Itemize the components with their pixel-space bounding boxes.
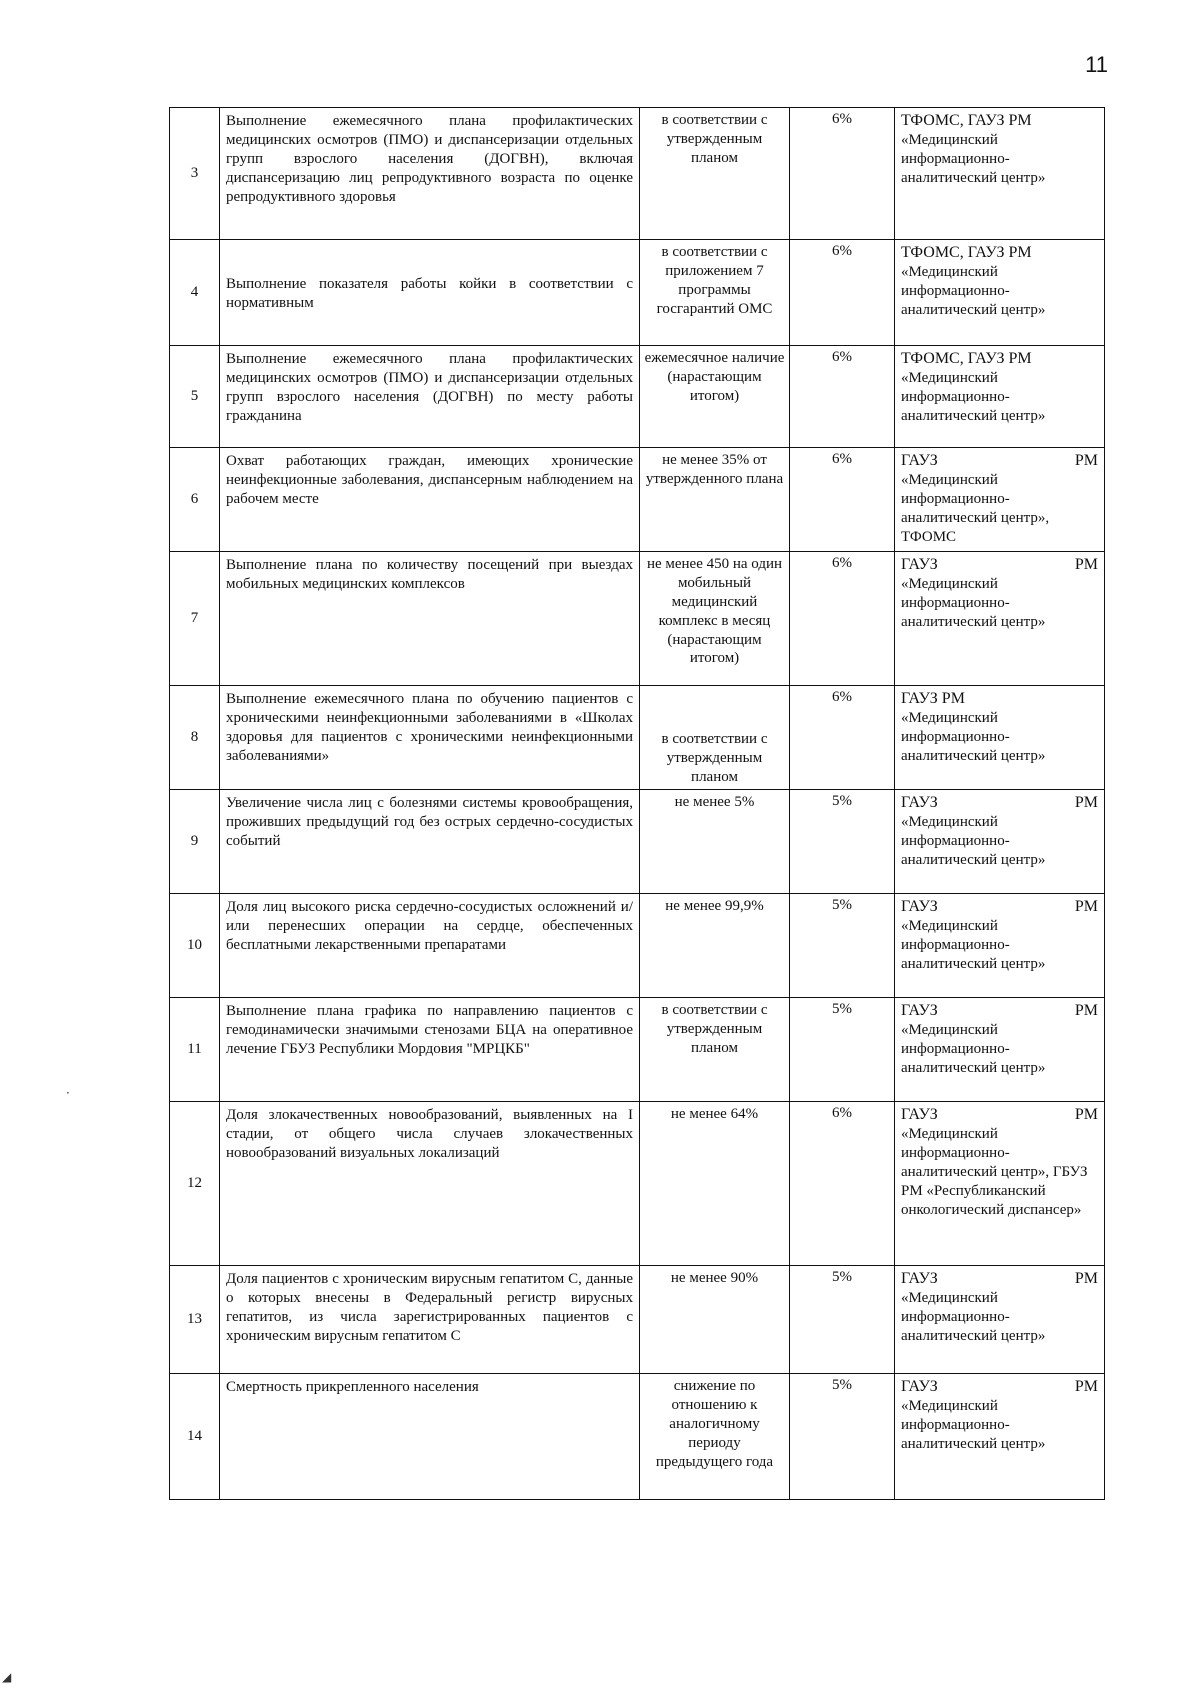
responsible-first-right: РМ	[1074, 1002, 1098, 1019]
row-number: 7	[170, 552, 220, 686]
indicator-weight: 6%	[790, 240, 895, 346]
indicator-norm: в соответствии с приложением 7 программы госгарантий ОМС	[640, 240, 790, 346]
table-row	[170, 1374, 1105, 1500]
table-row	[170, 1266, 1105, 1374]
indicator-weight: 5%	[790, 1374, 895, 1500]
responsible-rest: «Медицинский информационно-аналитический центр»	[901, 264, 1046, 318]
responsible-first-right: РМ	[1074, 898, 1098, 915]
row-number: 13	[170, 1266, 220, 1374]
responsible-first-line	[901, 689, 1098, 709]
responsible-organization	[895, 998, 1105, 1102]
indicator-norm: не менее 5%	[640, 790, 790, 894]
indicator-description: Выполнение ежемесячного плана профилактических медицинских осмотров (ПМО) и диспансеризации отдельных групп взрослого населения (ДОГВН) по месту работы гражданина	[220, 346, 640, 448]
indicator-weight: 5%	[790, 998, 895, 1102]
responsible-first-left: ГАУЗ	[901, 556, 938, 573]
row-number: 5	[170, 346, 220, 448]
responsible-first-left: ГАУЗ	[901, 1378, 938, 1395]
indicator-description: Выполнение показателя работы койки в соответствии с нормативным	[220, 240, 640, 346]
row-number: 11	[170, 998, 220, 1102]
indicator-norm: не менее 64%	[640, 1102, 790, 1266]
responsible-rest: «Медицинский информационно-аналитический центр»	[901, 710, 1046, 764]
responsible-organization	[895, 686, 1105, 790]
responsible-first-right: РМ	[1074, 452, 1098, 469]
indicator-norm: не менее 99,9%	[640, 894, 790, 998]
responsible-rest: «Медицинский информационно-аналитический центр»	[901, 918, 1046, 972]
responsible-first-left: ГАУЗ	[901, 1106, 938, 1123]
responsible-first-right: РМ	[1074, 794, 1098, 811]
row-number: 14	[170, 1374, 220, 1500]
responsible-organization	[895, 346, 1105, 448]
indicator-norm: в соответствии с утвержденным планом	[640, 108, 790, 240]
indicator-weight: 5%	[790, 790, 895, 894]
responsible-rest: «Медицинский информационно-аналитический центр»	[901, 1398, 1046, 1452]
row-number: 4	[170, 240, 220, 346]
responsible-rest: «Медицинский информационно-аналитический центр»	[901, 814, 1046, 868]
row-number: 12	[170, 1102, 220, 1266]
table-row	[170, 1102, 1105, 1266]
table-row	[170, 998, 1105, 1102]
responsible-rest: «Медицинский информационно-аналитический центр», ГБУЗ РМ «Республиканский онкологический диспансер»	[901, 1126, 1088, 1218]
responsible-first-left: ТФОМС, ГАУЗ РМ	[901, 112, 1032, 129]
responsible-organization	[895, 1266, 1105, 1374]
responsible-first-line	[901, 793, 1098, 813]
responsible-rest: «Медицинский информационно-аналитический центр»	[901, 1022, 1046, 1076]
indicator-description: Охват работающих граждан, имеющих хронические неинфекционные заболевания, диспансерным наблюдением на рабочем месте	[220, 448, 640, 552]
indicator-description: Доля лиц высокого риска сердечно-сосудистых осложнений и/или перенесших операции на сердце, обеспеченных бесплатными лекарственными препаратами	[220, 894, 640, 998]
responsible-first-line	[901, 349, 1098, 369]
responsible-rest: «Медицинский информационно-аналитический центр»	[901, 576, 1046, 630]
responsible-organization	[895, 552, 1105, 686]
indicator-weight: 6%	[790, 108, 895, 240]
table-row	[170, 240, 1105, 346]
row-number: 3	[170, 108, 220, 240]
indicator-description: Выполнение ежемесячного плана по обучению пациентов с хроническими неинфекционными заболеваниями в «Школах здоровья для пациентов с хроническими неинфекционными заболеваниями»	[220, 686, 640, 790]
responsible-organization	[895, 108, 1105, 240]
indicator-weight: 6%	[790, 552, 895, 686]
responsible-organization	[895, 448, 1105, 552]
responsible-first-left: ГАУЗ	[901, 452, 938, 469]
responsible-rest: «Медицинский информационно-аналитический центр»	[901, 1290, 1046, 1344]
indicator-norm: не менее 35% от утвержденного плана	[640, 448, 790, 552]
page-number: 11	[1085, 52, 1108, 77]
responsible-first-left: ТФОМС, ГАУЗ РМ	[901, 350, 1032, 367]
indicators-table	[169, 107, 1104, 1500]
responsible-organization	[895, 894, 1105, 998]
indicator-norm: в соответствии с утвержденным планом	[640, 686, 790, 790]
indicator-norm: не менее 90%	[640, 1266, 790, 1374]
responsible-first-line	[901, 451, 1098, 471]
row-number: 9	[170, 790, 220, 894]
responsible-first-right: РМ	[1074, 1378, 1098, 1395]
indicator-weight: 5%	[790, 1266, 895, 1374]
responsible-organization	[895, 240, 1105, 346]
indicator-weight: 5%	[790, 894, 895, 998]
responsible-first-line	[901, 897, 1098, 917]
indicator-norm: снижение по отношению к аналогичному периоду предыдущего года	[640, 1374, 790, 1500]
table-row	[170, 790, 1105, 894]
table-row	[170, 346, 1105, 448]
table-row	[170, 448, 1105, 552]
responsible-first-line	[901, 243, 1098, 263]
responsible-first-line	[901, 1105, 1098, 1125]
responsible-first-line	[901, 1269, 1098, 1289]
responsible-first-right: РМ	[1074, 1106, 1098, 1123]
responsible-first-line	[901, 111, 1098, 131]
responsible-first-right: РМ	[1074, 1270, 1098, 1287]
indicator-description: Доля злокачественных новообразований, выявленных на I стадии, от общего числа случаев злокачественных новообразований визуальных локализаций	[220, 1102, 640, 1266]
responsible-first-line	[901, 555, 1098, 575]
indicator-description: Выполнение плана по количеству посещений при выездах мобильных медицинских комплексов	[220, 552, 640, 686]
table-row	[170, 552, 1105, 686]
row-number: 10	[170, 894, 220, 998]
indicator-norm: ежемесячное наличие (нарастающим итогом)	[640, 346, 790, 448]
table-row	[170, 894, 1105, 998]
scan-corner-mark: ◢	[2, 1670, 12, 1684]
responsible-organization	[895, 1374, 1105, 1500]
responsible-first-left: ГАУЗ РМ	[901, 690, 965, 707]
indicator-description: Доля пациентов с хроническим вирусным гепатитом С, данные о которых внесены в Федеральный регистр вирусных гепатитов, из числа зарегистрированных пациентов с хроническим вирусным гепатитом С	[220, 1266, 640, 1374]
responsible-first-left: ГАУЗ	[901, 898, 938, 915]
indicator-description: Выполнение ежемесячного плана профилактических медицинских осмотров (ПМО) и диспансеризации отдельных групп взрослого населения (ДОГВН), включая диспансеризацию лиц репродуктивного возраста по оценке репродуктивного здоровья	[220, 108, 640, 240]
row-number: 8	[170, 686, 220, 790]
indicator-weight: 6%	[790, 448, 895, 552]
indicator-weight: 6%	[790, 686, 895, 790]
responsible-organization	[895, 790, 1105, 894]
indicator-description: Выполнение плана графика по направлению пациентов с гемодинамически значимыми стенозами БЦА на оперативное лечение ГБУЗ Республики Мордовия "МРЦКБ"	[220, 998, 640, 1102]
responsible-first-left: ГАУЗ	[901, 1002, 938, 1019]
responsible-first-left: ГАУЗ	[901, 794, 938, 811]
indicator-norm: не менее 450 на один мобильный медицинский комплекс в месяц (нарастающим итогом)	[640, 552, 790, 686]
responsible-rest: «Медицинский информационно-аналитический центр»	[901, 370, 1046, 424]
indicator-norm: в соответствии с утвержденным планом	[640, 998, 790, 1102]
responsible-first-line	[901, 1377, 1098, 1397]
responsible-first-left: ГАУЗ	[901, 1270, 938, 1287]
scan-speck: ·	[66, 1086, 70, 1100]
indicator-description: Смертность прикрепленного населения	[220, 1374, 640, 1500]
table-row	[170, 686, 1105, 790]
responsible-organization	[895, 1102, 1105, 1266]
responsible-rest: «Медицинский информационно-аналитический центр», ТФОМС	[901, 472, 1050, 545]
responsible-first-right: РМ	[1074, 556, 1098, 573]
row-number: 6	[170, 448, 220, 552]
indicator-weight: 6%	[790, 1102, 895, 1266]
responsible-rest: «Медицинский информационно-аналитический центр»	[901, 132, 1046, 186]
table-row	[170, 108, 1105, 240]
indicator-description: Увеличение числа лиц с болезнями системы кровообращения, проживших предыдущий год без острых сердечно-сосудистых событий	[220, 790, 640, 894]
indicators-table-body	[170, 108, 1105, 1500]
responsible-first-line	[901, 1001, 1098, 1021]
responsible-first-left: ТФОМС, ГАУЗ РМ	[901, 244, 1032, 261]
indicator-weight: 6%	[790, 346, 895, 448]
